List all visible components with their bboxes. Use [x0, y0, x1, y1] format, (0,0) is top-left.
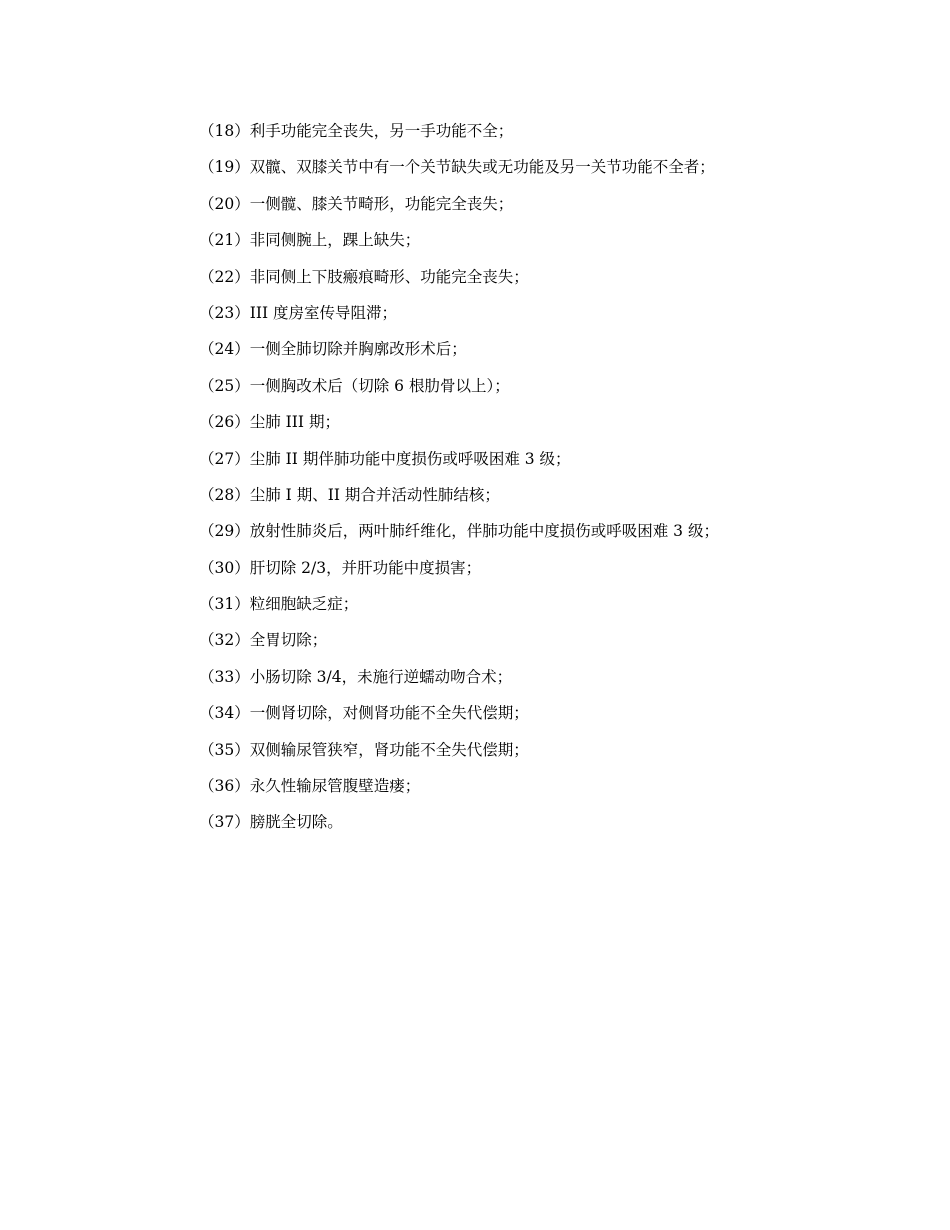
- item-text: 尘肺 I 期、II 期合并活动性肺结核；: [249, 485, 500, 504]
- item-number: （22）: [199, 267, 250, 286]
- item-text: 一侧全肺切除并胸廓改形术后；: [249, 340, 467, 359]
- item-number: （33）: [199, 667, 250, 686]
- item-number: （37）: [199, 813, 250, 832]
- list-item: [199, 481, 719, 517]
- list-item: [199, 153, 719, 189]
- item-text: III 度房室传导阻滞；: [249, 303, 398, 322]
- item-text: 一侧肾切除，对侧肾功能不全失代偿期；: [249, 704, 529, 723]
- list-item: [199, 226, 719, 262]
- list-item: [199, 663, 719, 699]
- item-text: 非同侧上下肢瘢痕畸形、功能完全丧失；: [249, 267, 529, 286]
- item-number: （19）: [199, 158, 250, 177]
- item-text: 肝切除 2/3，并肝功能中度损害；: [249, 558, 482, 577]
- list-item: [199, 736, 719, 772]
- list-item: [199, 517, 719, 553]
- item-number: （20）: [199, 194, 250, 213]
- list-item: [199, 117, 719, 153]
- item-number: （24）: [199, 340, 250, 359]
- item-number: （30）: [199, 558, 250, 577]
- list-item: [199, 335, 719, 371]
- list-item: [199, 408, 719, 444]
- item-number: （25）: [199, 376, 250, 395]
- item-number: （27）: [199, 449, 250, 468]
- item-text: 永久性输尿管腹壁造瘘；: [249, 777, 421, 796]
- item-text: 全胃切除；: [249, 631, 328, 650]
- disability-item-list: [199, 117, 719, 845]
- list-item: [199, 263, 719, 299]
- list-item: [199, 554, 719, 590]
- list-item: [199, 445, 719, 481]
- list-item: [199, 772, 719, 808]
- list-item: [199, 190, 719, 226]
- list-item: [199, 626, 719, 662]
- item-text: 小肠切除 3/4，未施行逆蠕动吻合术；: [249, 667, 513, 686]
- item-number: （36）: [199, 777, 250, 796]
- item-number: （21）: [199, 231, 250, 250]
- item-text: 利手功能完全丧失，另一手功能不全；: [249, 122, 514, 140]
- item-number: （23）: [199, 303, 250, 322]
- item-number: （35）: [199, 740, 250, 759]
- item-text: 放射性肺炎后，两叶肺纤维化，伴肺功能中度损伤或呼吸困难 3 级；: [249, 522, 719, 541]
- item-number: （32）: [199, 631, 250, 650]
- item-text: 非同侧腕上，踝上缺失；: [249, 231, 421, 250]
- item-text: 粒细胞缺乏症；: [249, 595, 359, 614]
- item-text: 尘肺 II 期伴肺功能中度损伤或呼吸困难 3 级；: [249, 449, 571, 468]
- item-number: （18）: [199, 122, 250, 140]
- list-item: [199, 699, 719, 735]
- item-text: 一侧髋、膝关节畸形，功能完全丧失；: [249, 194, 514, 213]
- list-item: [199, 299, 719, 335]
- item-number: （26）: [199, 413, 250, 432]
- item-number: （34）: [199, 704, 250, 723]
- item-text: 双髋、双膝关节中有一个关节缺失或无功能及另一关节功能不全者；: [249, 158, 715, 177]
- item-text: 尘肺 III 期；: [249, 413, 340, 432]
- list-item: [199, 808, 719, 844]
- item-number: （28）: [199, 485, 250, 504]
- list-item: [199, 590, 719, 626]
- item-text: 膀胱全切除。: [249, 813, 343, 832]
- item-text: 双侧输尿管狭窄，肾功能不全失代偿期；: [249, 740, 529, 759]
- item-number: （31）: [199, 595, 250, 614]
- list-item: [199, 372, 719, 408]
- item-number: （29）: [199, 522, 250, 541]
- item-text: 一侧胸改术后（切除 6 根肋骨以上）；: [249, 376, 510, 395]
